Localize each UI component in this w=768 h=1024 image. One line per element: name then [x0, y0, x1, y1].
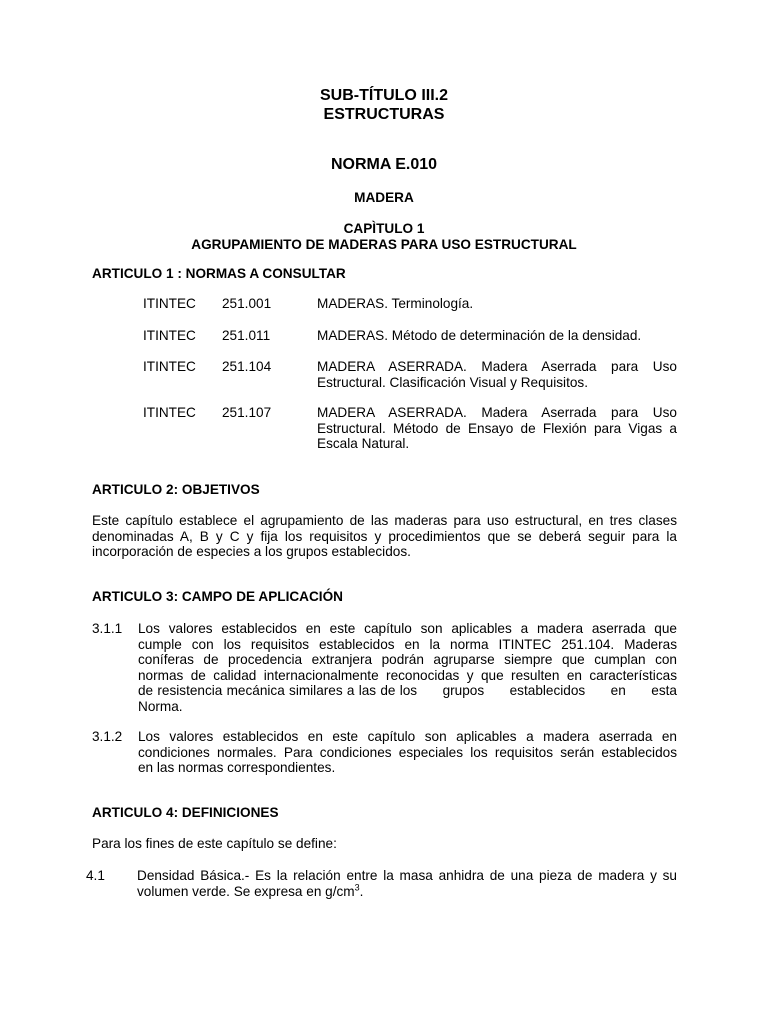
paragraph-line: normas de calidad internacionalmente reconocidas y que resulten en características: [138, 667, 677, 683]
paragraph-line: incorporación de especies a los grupos establecidos.: [92, 544, 411, 560]
norm-desc-line: MADERA ASERRADA. Madera Aserrada para Uso: [317, 405, 677, 420]
definition-line2-end: .: [359, 883, 364, 899]
norm-org: ITINTEC: [143, 328, 196, 343]
norm-desc-line: MADERA ASERRADA. Madera Aserrada para Uso: [317, 359, 677, 374]
norm-org: ITINTEC: [143, 359, 196, 374]
norm-code: 251.011: [222, 328, 271, 343]
subtitle-line2: ESTRUCTURAS: [323, 106, 445, 123]
paragraph-line: [137, 884, 677, 900]
art2-paragraph: [92, 513, 677, 560]
art4-heading: ARTICULO 4: DEFINICIONES: [92, 805, 279, 820]
norm-org: ITINTEC: [143, 296, 196, 311]
norma-title: NORMA E.010: [330, 156, 438, 173]
art3-heading: ARTICULO 3: CAMPO DE APLICACIÓN: [92, 589, 343, 604]
norm-desc-line: Estructural. Método de Ensayo de Flexión para Vigas a: [317, 420, 677, 436]
norm-code: 251.104: [222, 359, 272, 374]
paragraph-line: Los valores establecidos en este capítulo son aplicables a madera aserrada que: [138, 621, 677, 636]
chapter-title: AGRUPAMIENTO DE MADERAS PARA USO ESTRUCTURAL: [191, 237, 577, 252]
paragraph-line: condiciones normales. Para condiciones especiales los requisitos serán establecidos: [138, 744, 677, 760]
definition-text: [137, 868, 677, 899]
paragraph-line: Densidad Básica.- Es la relación entre la masa anhidra de una pieza de madera y su: [137, 868, 677, 883]
norm-desc-line: Escala Natural.: [317, 436, 410, 452]
definition-number: 4.1: [86, 868, 105, 883]
material-title: MADERA: [354, 190, 414, 205]
norm-desc-line: Estructural. Clasificación Visual y Requisitos.: [317, 374, 588, 390]
paragraph-line: denominadas A, B y C y fija los requisitos y procedimientos que se deberá seguir para la: [92, 528, 677, 544]
paragraph-line: Los valores establecidos en este capítulo son aplicables a madera aserrada en: [138, 729, 677, 744]
clause-number: 3.1.2: [92, 729, 123, 744]
art1-heading: ARTICULO 1 : NORMAS A CONSULTAR: [92, 266, 346, 281]
art2-heading: ARTICULO 2: OBJETIVOS: [92, 482, 260, 497]
chapter-number: CAPÌTULO 1: [343, 221, 425, 236]
norm-code: 251.001: [222, 296, 272, 311]
norm-desc: MADERAS. Método de determinación de la densidad.: [317, 328, 642, 343]
paragraph-line: Norma.: [138, 698, 183, 714]
norm-desc: MADERAS. Terminología.: [317, 296, 474, 311]
paragraph-line: en las normas correspondientes.: [138, 760, 336, 776]
paragraph-line: coníferas de procedencia extranjera podrán agruparse siempre que cumplan con: [138, 652, 677, 668]
definition-line2: volumen verde. Se expresa en g/cm: [137, 883, 355, 899]
norm-code: 251.107: [222, 405, 272, 420]
clause-text: [138, 729, 677, 776]
art4-intro: Para los fines de este capítulo se define:: [92, 836, 337, 851]
subtitle-line1: SUB-TÍTULO III.2: [320, 87, 448, 104]
norm-desc: [317, 405, 677, 452]
norm-desc: [317, 359, 677, 390]
paragraph-line: cumple con los requisitos establecidos en la norma ITINTEC 251.104. Maderas: [138, 636, 677, 652]
norm-org: ITINTEC: [143, 405, 196, 420]
superscript: 3: [354, 882, 360, 893]
clause-text: [138, 621, 677, 715]
paragraph-line: Este capítulo establece el agrupamiento de las maderas para uso estructural, en tres clases: [92, 513, 677, 528]
paragraph-line: de resistencia mecánica similares a las de los grupos establecidos en esta: [138, 683, 677, 699]
clause-number: 3.1.1: [92, 621, 123, 636]
